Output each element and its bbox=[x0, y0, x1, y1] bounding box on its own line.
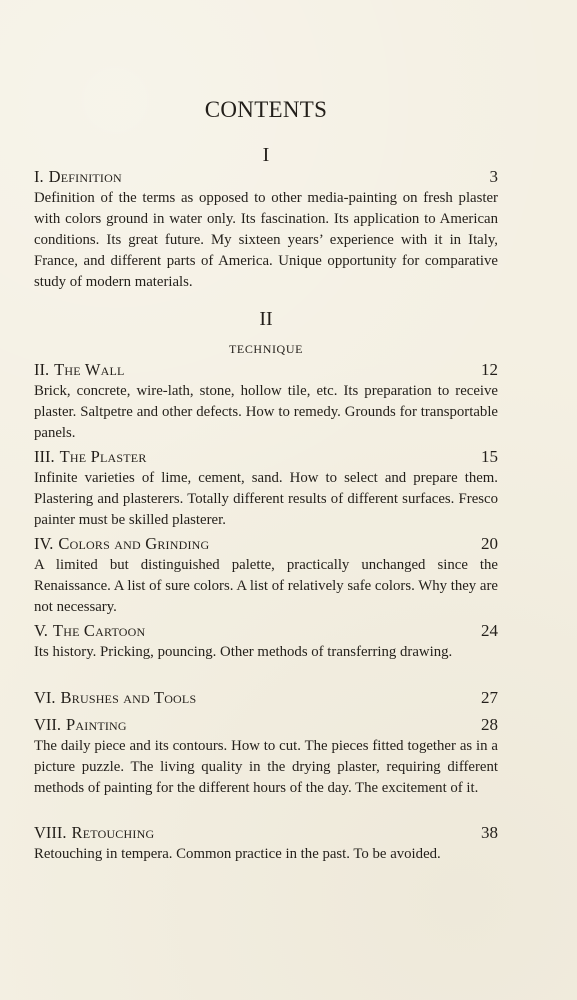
chapter-page-number: 12 bbox=[481, 360, 498, 379]
chapter-description: Brick, concrete, wire-lath, stone, hollow tile, etc. Its preparation to receive plaster. Saltpetre and other defects. How to remedy. Grounds for transportable panels. bbox=[34, 383, 498, 441]
chapter-entry bbox=[34, 533, 498, 618]
chapter-heading bbox=[34, 822, 154, 844]
chapter-title: Definition bbox=[48, 167, 122, 186]
chapter-heading-row bbox=[34, 166, 498, 188]
chapter-entry bbox=[34, 359, 498, 444]
chapter-entry bbox=[34, 620, 498, 663]
chapter-numeral: I. bbox=[34, 167, 44, 186]
chapter-page-number: 3 bbox=[489, 167, 498, 186]
chapter-heading bbox=[34, 533, 209, 555]
chapter-title: Retouching bbox=[71, 823, 155, 842]
chapter-description: Definition of the terms as opposed to other media-painting on fresh plaster with colors ground in water only. Its fascination. Its application to American conditions. Its great future. My sixteen years’ experience with it in Italy, France, and different parts of America. Unique opportunity for comparative study of modern materials. bbox=[34, 190, 498, 290]
chapter-entry bbox=[34, 714, 498, 799]
chapter-numeral: V. bbox=[34, 621, 48, 640]
part-two-subtitle: TECHNIQUE bbox=[228, 342, 304, 356]
chapter-heading bbox=[34, 714, 127, 736]
chapter-entry bbox=[34, 687, 498, 709]
chapter-numeral: VI. bbox=[34, 688, 56, 707]
chapter-numeral: VII. bbox=[34, 715, 62, 734]
chapter-title: The Cartoon bbox=[52, 621, 146, 640]
chapter-heading-row bbox=[34, 620, 498, 642]
chapter-heading bbox=[34, 687, 196, 709]
chapter-heading-row bbox=[34, 687, 498, 709]
chapter-page-number: 24 bbox=[481, 621, 498, 640]
chapter-title: The Wall bbox=[54, 360, 125, 379]
part-one-label: I bbox=[262, 144, 270, 166]
chapter-heading bbox=[34, 446, 147, 468]
chapter-title: Brushes and Tools bbox=[60, 688, 197, 707]
chapter-description: Infinite varieties of lime, cement, sand. How to select and prepare them. Plastering and plasterers. Totally different results of different surfaces. Fresco painter must be skilled plasterer. bbox=[34, 470, 498, 528]
chapter-description: Its history. Pricking, pouncing. Other methods of transferring drawing. bbox=[34, 644, 453, 660]
chapter-description: A limited but distinguished palette, practically unchanged since the Renaissance. A list of sure colors. A list of relatively safe colors. Why they are not necessary. bbox=[34, 557, 498, 615]
chapter-numeral: II. bbox=[34, 360, 50, 379]
chapter-title: The Plaster bbox=[59, 447, 147, 466]
chapter-entry bbox=[34, 166, 498, 293]
chapter-page-number: 38 bbox=[481, 823, 498, 842]
chapter-title: Painting bbox=[66, 715, 127, 734]
chapter-page-number: 20 bbox=[481, 534, 498, 553]
chapter-heading bbox=[34, 359, 125, 381]
chapter-heading bbox=[34, 166, 122, 188]
chapter-heading-row bbox=[34, 359, 498, 381]
chapter-page-number: 27 bbox=[481, 688, 498, 707]
chapter-description: The daily piece and its contours. How to cut. The pieces fitted together as in a picture puzzle. The living quality in the drying plaster, requiring different methods of painting for the different hours of the day. The excitement of it. bbox=[34, 738, 498, 796]
chapter-numeral: III. bbox=[34, 447, 55, 466]
chapter-page-number: 28 bbox=[481, 715, 498, 734]
chapter-entry bbox=[34, 822, 498, 865]
chapter-heading-row bbox=[34, 446, 498, 468]
chapter-numeral: VIII. bbox=[34, 823, 67, 842]
chapter-description: Retouching in tempera. Common practice in the past. To be avoided. bbox=[34, 846, 441, 862]
chapter-heading-row bbox=[34, 822, 498, 844]
chapter-numeral: IV. bbox=[34, 534, 54, 553]
part-two-label: II bbox=[259, 308, 273, 330]
page-title: CONTENTS bbox=[204, 97, 328, 122]
chapter-heading-row bbox=[34, 714, 498, 736]
chapter-entry bbox=[34, 446, 498, 531]
chapter-page-number: 15 bbox=[481, 447, 498, 466]
chapter-heading bbox=[34, 620, 145, 642]
chapter-heading-row bbox=[34, 533, 498, 555]
chapter-title: Colors and Grinding bbox=[58, 534, 210, 553]
